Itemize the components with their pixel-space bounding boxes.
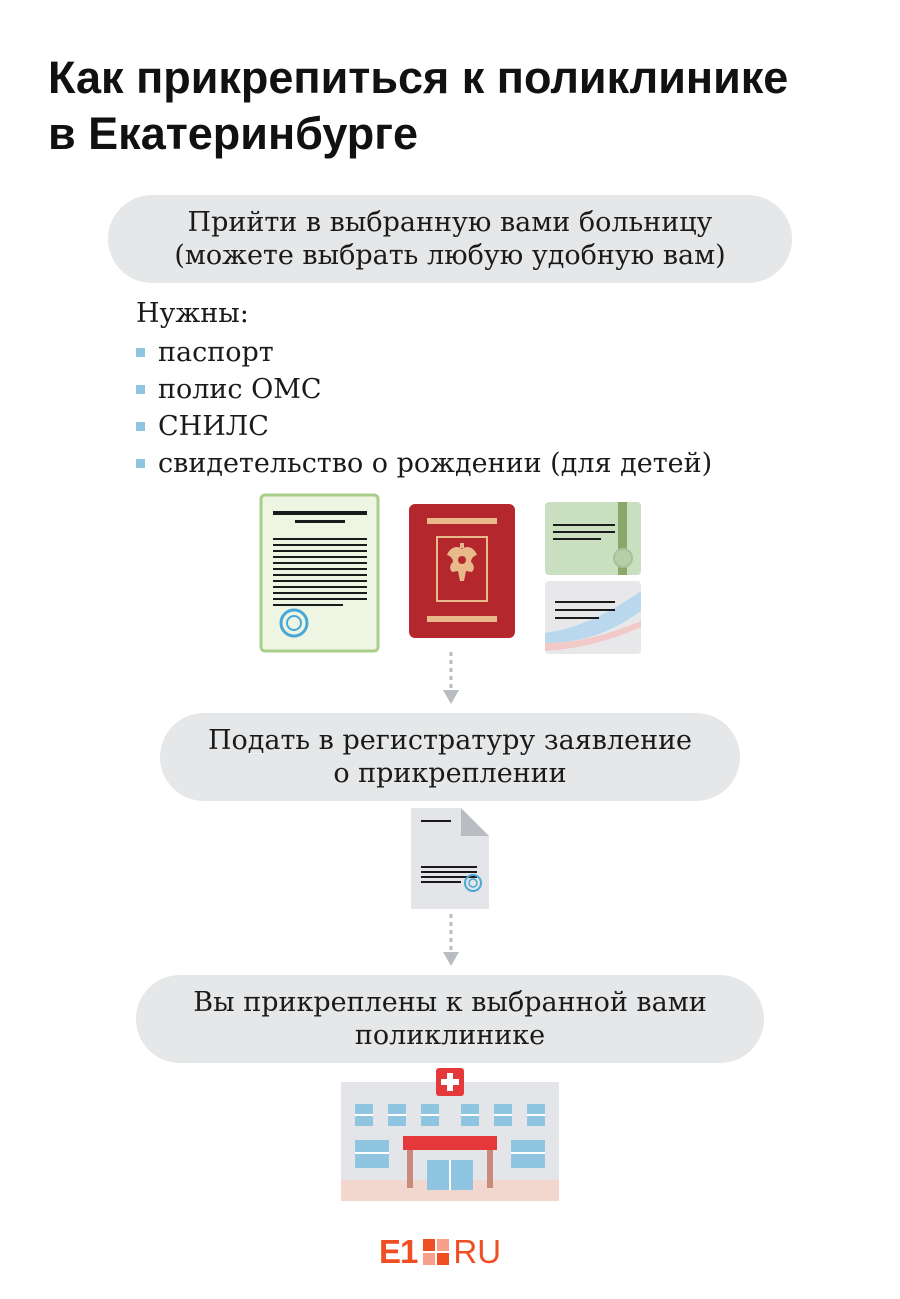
list-item xyxy=(136,408,712,445)
title-line-2: в Екатеринбурге xyxy=(48,108,419,159)
step-2-box xyxy=(160,713,740,801)
bullet-icon xyxy=(136,348,145,357)
list-item xyxy=(136,371,712,408)
arrow-down-icon xyxy=(441,912,461,968)
step-1-line-1: Прийти в выбранную вами больницу xyxy=(187,207,713,238)
passport-icon xyxy=(409,504,515,638)
step-1-box xyxy=(108,195,792,283)
logo-squares-icon xyxy=(423,1239,449,1265)
bullet-icon xyxy=(136,385,145,394)
requirements-list xyxy=(136,296,712,482)
page-title xyxy=(48,50,868,162)
requirement-passport: паспорт xyxy=(158,337,274,368)
requirement-oms-policy: полис ОМС xyxy=(158,374,322,405)
step-3-line-2: поликлинике xyxy=(354,1020,546,1051)
list-item xyxy=(136,334,712,371)
bullet-icon xyxy=(136,459,145,468)
step-2-line-1: Подать в регистратуру заявление xyxy=(207,725,693,756)
logo-ru-text: RU xyxy=(453,1233,502,1270)
requirement-snils: СНИЛС xyxy=(158,411,269,442)
bullet-icon xyxy=(136,422,145,431)
list-item xyxy=(136,445,712,482)
step-3-box xyxy=(136,975,764,1063)
requirements-label: Нужны: xyxy=(136,298,249,329)
hospital-building-icon xyxy=(341,1068,559,1201)
certificate-icon xyxy=(259,493,380,653)
e1-ru-logo xyxy=(379,1234,501,1270)
title-line-1: Как прикрепиться к поликлинике xyxy=(48,52,789,103)
oms-policy-card-icon xyxy=(545,502,641,575)
arrow-down-icon xyxy=(441,650,461,706)
application-document-icon xyxy=(411,808,489,909)
requirement-birth-certificate: свидетельство о рождении (для детей) xyxy=(158,448,713,479)
step-3-line-1: Вы прикреплены к выбранной вами xyxy=(193,987,707,1018)
snils-card-icon xyxy=(545,581,641,654)
step-1-line-2: (можете выбрать любую удобную вам) xyxy=(174,240,726,271)
logo-e1-text: E1 xyxy=(379,1233,418,1270)
step-2-line-2: о прикреплении xyxy=(333,758,567,789)
